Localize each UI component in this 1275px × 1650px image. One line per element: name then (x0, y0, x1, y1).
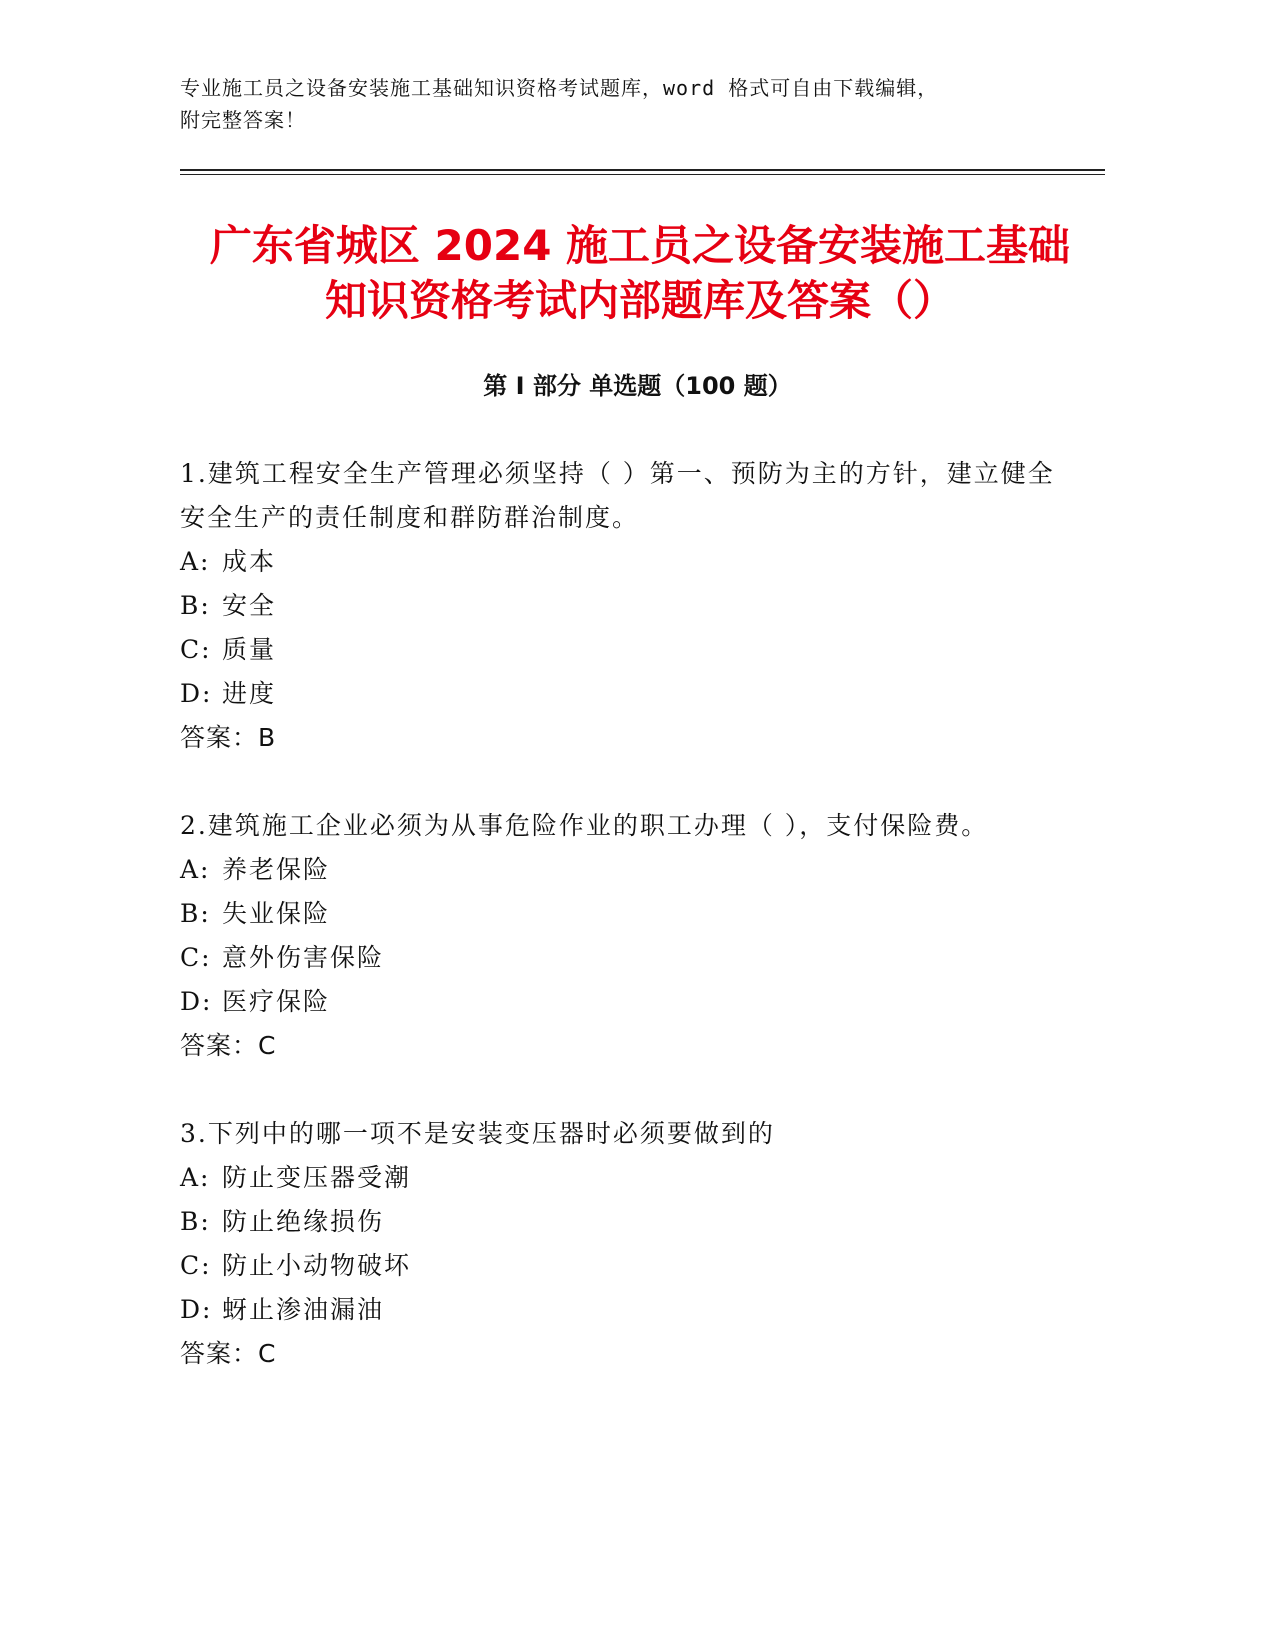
option-text: 防止小动物破坏 (222, 1251, 412, 1280)
header-note-line2: 附完整答案！ (180, 108, 306, 132)
option-letter: A: (180, 855, 211, 884)
option-c (180, 1244, 1080, 1288)
answer-line: 答案：C (180, 1031, 277, 1060)
option-letter: D: (180, 987, 213, 1016)
option-text: 安全 (222, 591, 277, 620)
question-stem: 1.建筑工程安全生产管理必须坚持（ ）第一、预防为主的方针，建立健全安全生产的责任制度和群防群治制度。 (180, 459, 1055, 532)
option-text: 进度 (222, 679, 277, 708)
option-b (180, 584, 1080, 628)
option-letter: A: (180, 1163, 211, 1192)
option-text: 质量 (222, 635, 277, 664)
option-d (180, 672, 1080, 716)
option-a (180, 540, 1080, 584)
option-letter: C: (180, 943, 212, 972)
document-title-line2: 知识资格考试内部题库及答案（） (324, 276, 955, 325)
option-text: 失业保险 (222, 899, 331, 928)
option-b (180, 1200, 1080, 1244)
option-letter: D: (180, 679, 213, 708)
option-text: 成本 (222, 547, 277, 576)
option-b (180, 892, 1080, 936)
option-text: 医疗保险 (222, 987, 331, 1016)
header-note-line1: 专业施工员之设备安装施工基础知识资格考试题库，word 格式可自由下载编辑， (180, 76, 939, 100)
option-letter: A: (180, 547, 211, 576)
section-title: 第 I 部分 单选题（100 题） (483, 372, 792, 400)
option-text: 防止变压器受潮 (222, 1163, 412, 1192)
option-d (180, 1288, 1080, 1332)
option-letter: D: (180, 1295, 213, 1324)
option-letter: C: (180, 1251, 212, 1280)
question-list (180, 452, 1080, 1420)
question-stem: 2.建筑施工企业必须为从事危险作业的职工办理（ ），支付保险费。 (180, 811, 989, 840)
option-text: 意外伤害保险 (222, 943, 385, 972)
option-text: 蚜止渗油漏油 (222, 1295, 385, 1324)
answer-line: 答案：C (180, 1339, 277, 1368)
question-2 (180, 804, 1080, 1068)
question-1 (180, 452, 1080, 760)
option-c (180, 936, 1080, 980)
question-stem: 3.下列中的哪一项不是安装变压器时必须要做到的 (180, 1119, 775, 1148)
option-c (180, 628, 1080, 672)
option-letter: B: (180, 899, 211, 928)
option-text: 养老保险 (222, 855, 331, 884)
header-rule-thin (180, 174, 1105, 175)
header-note (180, 72, 1060, 136)
option-a (180, 1156, 1080, 1200)
question-3 (180, 1112, 1080, 1376)
option-a (180, 848, 1080, 892)
document-title-line1: 广东省城区 2024 施工员之设备安装施工基础 (209, 221, 1071, 270)
option-text: 防止绝缘损伤 (222, 1207, 385, 1236)
answer-line: 答案：B (180, 723, 277, 752)
option-letter: C: (180, 635, 212, 664)
option-d (180, 980, 1080, 1024)
option-letter: B: (180, 591, 211, 620)
document-title (180, 218, 1100, 328)
option-letter: B: (180, 1207, 211, 1236)
header-rule-thick (180, 169, 1105, 171)
